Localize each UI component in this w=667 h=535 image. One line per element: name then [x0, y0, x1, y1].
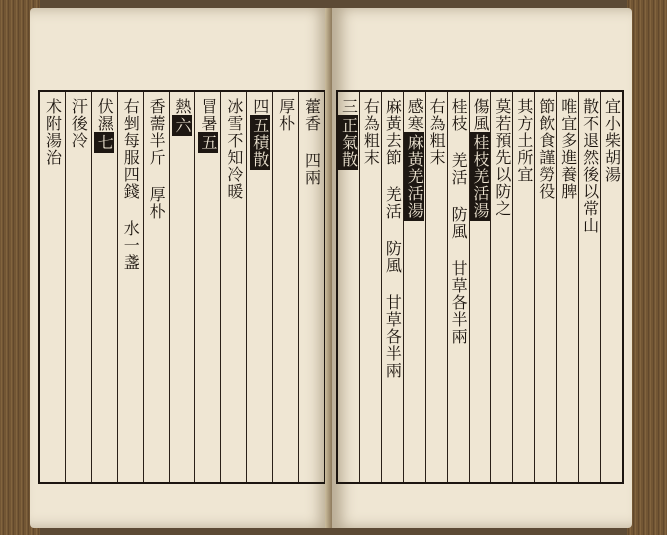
left-column-text: 术附湯治 — [43, 98, 63, 166]
right-column-text: 感寒 — [405, 98, 425, 132]
left-page — [30, 8, 330, 528]
right-text-column — [600, 92, 622, 482]
right-column-text: 傷風 — [471, 98, 490, 132]
right-column-text: 散不退然後以常山 — [580, 98, 600, 234]
left-highlighted-heading: 五積散 — [250, 117, 270, 168]
right-text-column — [338, 92, 359, 482]
right-text-column — [578, 92, 600, 482]
left-column-text: 藿香 四兩 — [302, 98, 322, 186]
right-column-text: 節飲食謹勞役 — [536, 98, 556, 200]
left-column-text: 厚朴 — [276, 98, 296, 132]
left-text-column — [169, 92, 195, 482]
right-text-column — [381, 92, 403, 482]
left-column-text: 伏濕 — [95, 98, 115, 132]
left-column-text: 四 — [250, 98, 270, 115]
right-highlighted-heading: 正氣散 — [339, 117, 359, 168]
right-column-text: 三 — [339, 98, 359, 115]
left-column-text: 右剉每服四錢 水一盞 — [121, 98, 141, 271]
right-text-column — [512, 92, 534, 482]
right-highlighted-heading: 麻黃羌活湯 — [405, 134, 425, 219]
right-page-frame — [336, 90, 624, 484]
right-page — [332, 8, 632, 528]
right-column-text: 唯宜多進養脾 — [558, 98, 578, 200]
left-text-column — [143, 92, 169, 482]
left-text-column — [40, 92, 65, 482]
left-page-frame — [38, 90, 326, 484]
left-column-text: 熱 — [173, 98, 193, 115]
right-text-column — [534, 92, 556, 482]
right-text-column — [490, 92, 512, 482]
left-text-column — [272, 92, 298, 482]
left-text-column — [220, 92, 246, 482]
right-text-column — [556, 92, 578, 482]
left-column-text: 冰雪不知冷暖 — [224, 98, 244, 200]
right-text-column — [425, 92, 447, 482]
book-edge-right — [627, 0, 667, 535]
right-column-text: 桂枝 羌活 防風 甘草各半兩 — [449, 98, 469, 345]
left-highlighted-heading: 七 — [95, 134, 115, 151]
left-highlighted-heading: 五 — [198, 134, 218, 151]
right-column-text: 右為粗末 — [427, 98, 447, 166]
right-text-column — [469, 92, 491, 482]
right-column-text: 莫若預先以防之 — [492, 98, 512, 217]
left-text-column — [91, 92, 117, 482]
right-text-column — [359, 92, 381, 482]
left-highlighted-heading: 六 — [173, 117, 193, 134]
left-text-column — [298, 92, 324, 482]
right-column-text: 其方土所宜 — [514, 98, 534, 183]
left-page-columns — [40, 92, 324, 482]
left-text-column — [194, 92, 220, 482]
right-column-text: 右為粗末 — [361, 98, 381, 166]
right-highlighted-heading: 桂枝羌活湯 — [471, 134, 490, 219]
right-text-column — [447, 92, 469, 482]
left-column-text: 汗後冷 — [69, 98, 89, 149]
left-text-column — [246, 92, 272, 482]
left-column-text: 冒暑 — [198, 98, 218, 132]
right-column-text: 宜小柴胡湯 — [602, 98, 622, 183]
left-text-column — [117, 92, 143, 482]
right-column-text: 麻黃去節 羌活 防風 甘草各半兩 — [383, 98, 403, 379]
left-column-text: 香薷半斤 厚朴 — [147, 98, 167, 220]
right-page-columns — [338, 92, 622, 482]
right-text-column — [403, 92, 425, 482]
left-text-column — [65, 92, 91, 482]
